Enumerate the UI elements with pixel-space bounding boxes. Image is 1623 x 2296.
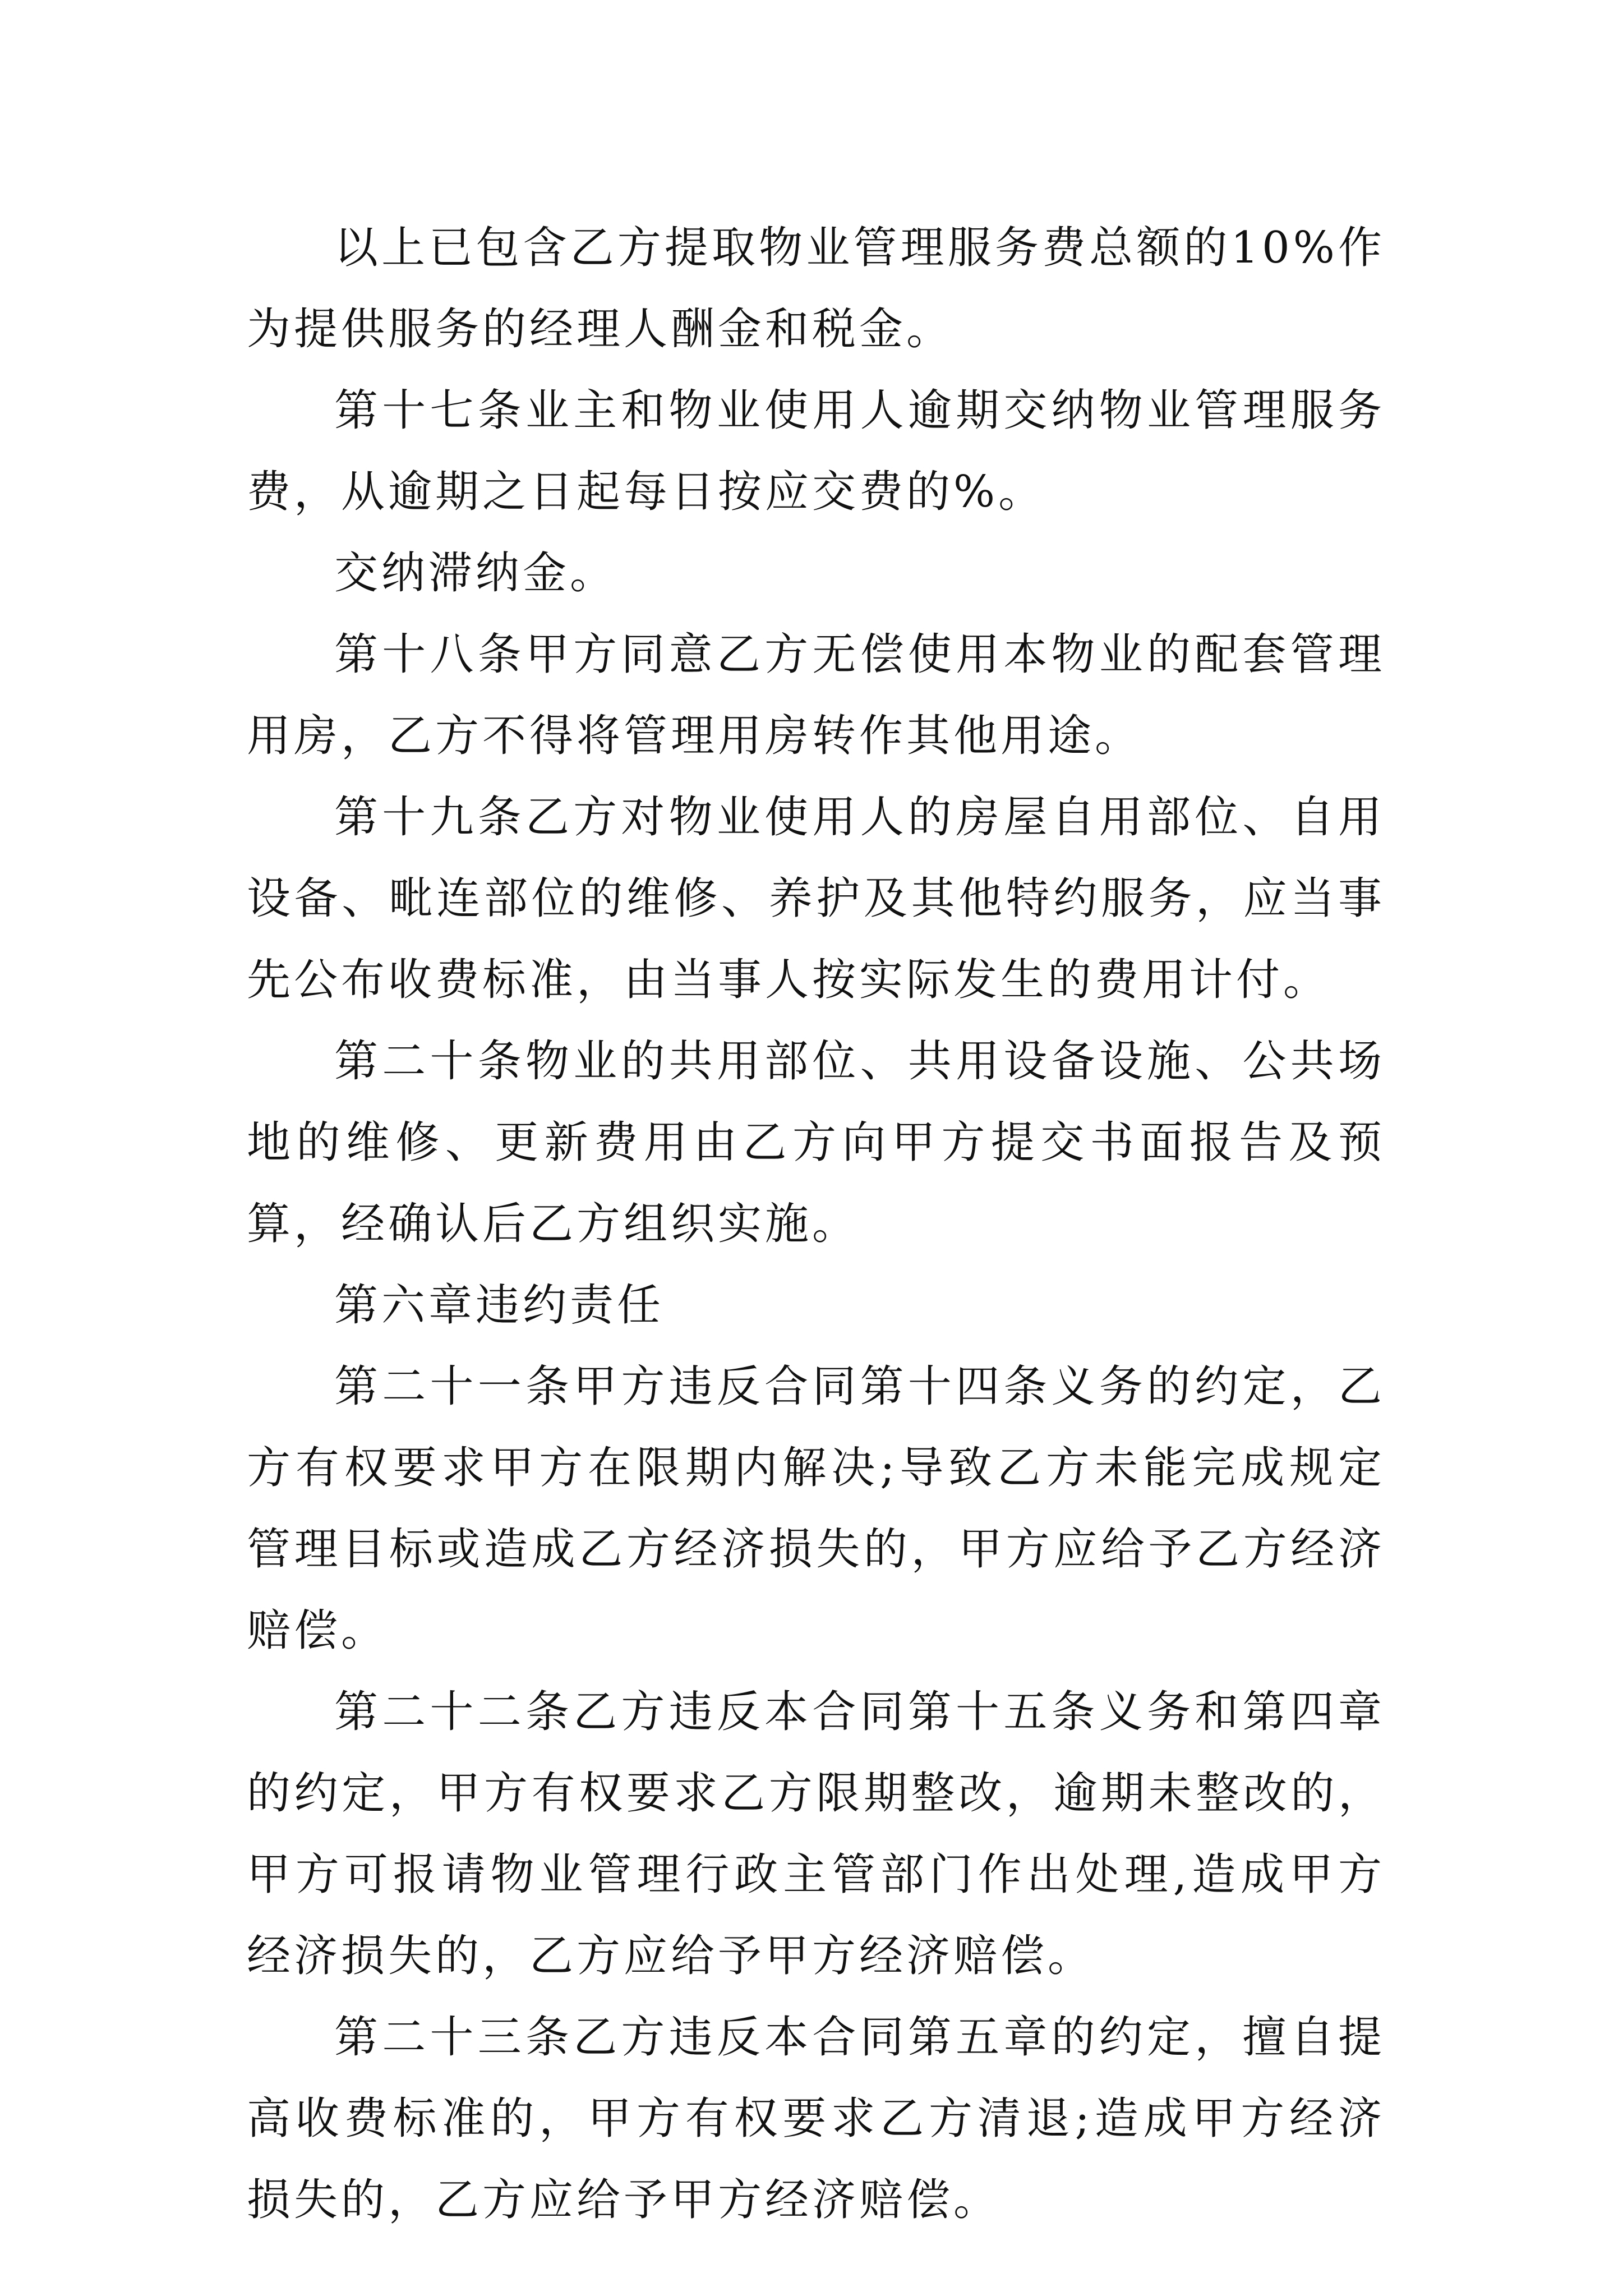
- chapter-heading-breach-liability: 第六章违约责任: [334, 1280, 665, 1331]
- paragraph-article-18: 第十八条甲方同意乙方无偿使用本物业的配套管理用房，乙方不得将管理用房转作其他用途。: [247, 629, 1385, 761]
- paragraph-manager-remuneration: 以上已包含乙方提取物业管理服务费总额的10%作为提供服务的经理人酬金和税金。: [247, 223, 1385, 355]
- paragraph-article-22: 第二十二条乙方违反本合同第十五条义务和第四章的约定，甲方有权要求乙方限期整改，逾期未整改的，甲方可报请物业管理行政主管部门作出处理,造成甲方经济损失的，乙方应给予甲方经济赔偿。: [247, 1687, 1385, 1981]
- paragraph-article-19: 第十九条乙方对物业使用人的房屋自用部位、自用设备、毗连部位的维修、养护及其他特约服务，应当事先公布收费标准，由当事人按实际发生的费用计付。: [247, 792, 1385, 1005]
- paragraph-late-fee: 交纳滞纳金。: [334, 548, 617, 599]
- paragraph-article-17: 第十七条业主和物业使用人逾期交纳物业管理服务费，从逾期之日起每日按应交费的%。: [247, 385, 1385, 517]
- paragraph-article-20: 第二十条物业的共用部位、共用设备设施、公共场地的维修、更新费用由乙方向甲方提交书面报告及预算，经确认后乙方组织实施。: [247, 1036, 1385, 1249]
- paragraph-article-21: 第二十一条甲方违反合同第十四条义务的约定，乙方有权要求甲方在限期内解决;导致乙方未能完成规定管理目标或造成乙方经济损失的，甲方应给予乙方经济赔偿。: [247, 1361, 1385, 1656]
- document-page: [247, 208, 1385, 2241]
- paragraph-article-23: 第二十三条乙方违反本合同第五章的约定，擅自提高收费标准的，甲方有权要求乙方清退;造成甲方经济损失的，乙方应给予甲方经济赔偿。: [247, 2012, 1385, 2225]
